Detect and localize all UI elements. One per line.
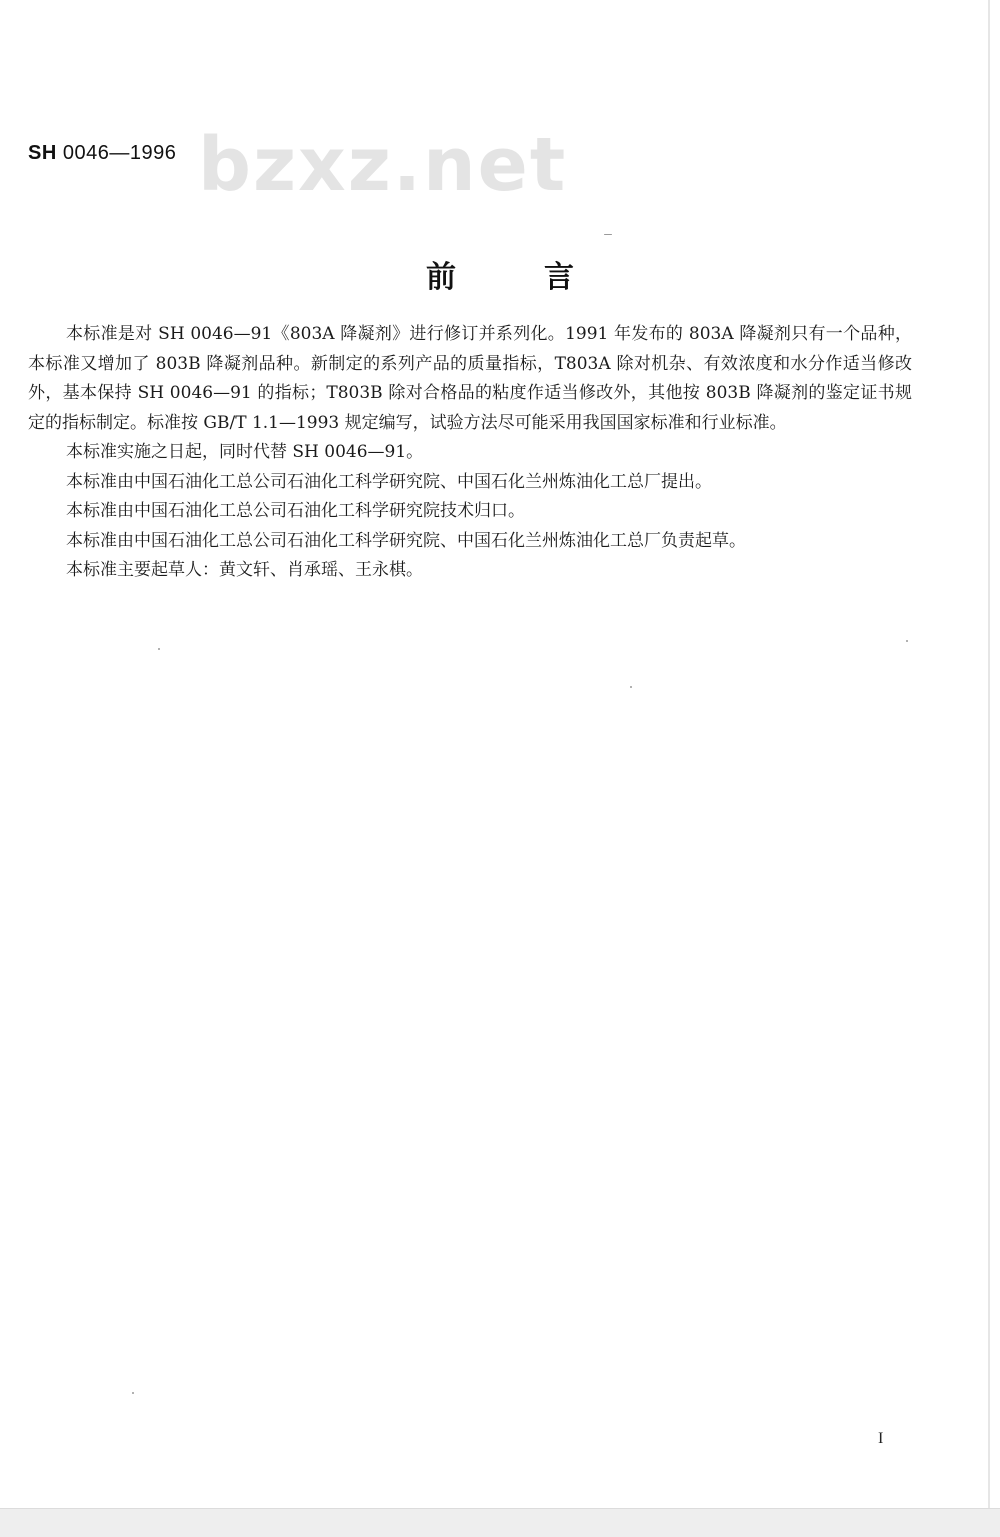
standard-code-number: 0046—1996	[62, 142, 177, 164]
page-right-edge	[988, 0, 990, 1508]
page-title-char-2: 言	[544, 260, 574, 295]
standard-code-prefix: SH	[28, 142, 57, 164]
scan-speck	[630, 686, 632, 688]
page-number: I	[878, 1430, 884, 1447]
page-bottom-margin	[0, 1508, 1000, 1537]
paragraph-technical-authority: 本标准由中国石油化工总公司石油化工科学研究院技术归口。	[66, 501, 525, 521]
foreword-body	[28, 320, 912, 586]
scan-speck	[906, 640, 908, 642]
paragraph-main-drafters: 本标准主要起草人：黄文轩、肖承瑶、王永棋。	[66, 560, 423, 580]
scan-speck	[158, 648, 160, 650]
paragraph-revision: 本标准是对 SH 0046—91《803A 降凝剂》进行修订并系列化。1991 年发布的 803A 降凝剂只有一个品种，本标准又增加了 803B 降凝剂品种。新制定的系列产品的质量指标，T803A 除对机杂、有效浓度和水分作适当修改外，基本保持 SH 0046—91 的指标；T803B 除对合格品的粘度作适当修改外，其他按 803B 降凝剂的鉴定证书规定的指标制定。标准按 GB/T 1.1—1993 规定编写，试验方法尽可能采用我国国家标准和行业标准。	[28, 324, 912, 433]
watermark-text: bzxz.net	[198, 122, 568, 208]
scan-speck	[604, 234, 612, 235]
page-title	[0, 252, 1000, 296]
paragraph-proposed-by: 本标准由中国石油化工总公司石油化工科学研究院、中国石化兰州炼油化工总厂提出。	[66, 471, 712, 492]
paragraph-drafted-by: 本标准由中国石油化工总公司石油化工科学研究院、中国石化兰州炼油化工总厂负责起草。	[66, 530, 746, 551]
scan-speck	[132, 1392, 134, 1394]
page-title-char-1: 前	[426, 260, 456, 295]
paragraph-replaces: 本标准实施之日起，同时代替 SH 0046—91。	[66, 442, 424, 462]
standard-code	[28, 142, 176, 165]
